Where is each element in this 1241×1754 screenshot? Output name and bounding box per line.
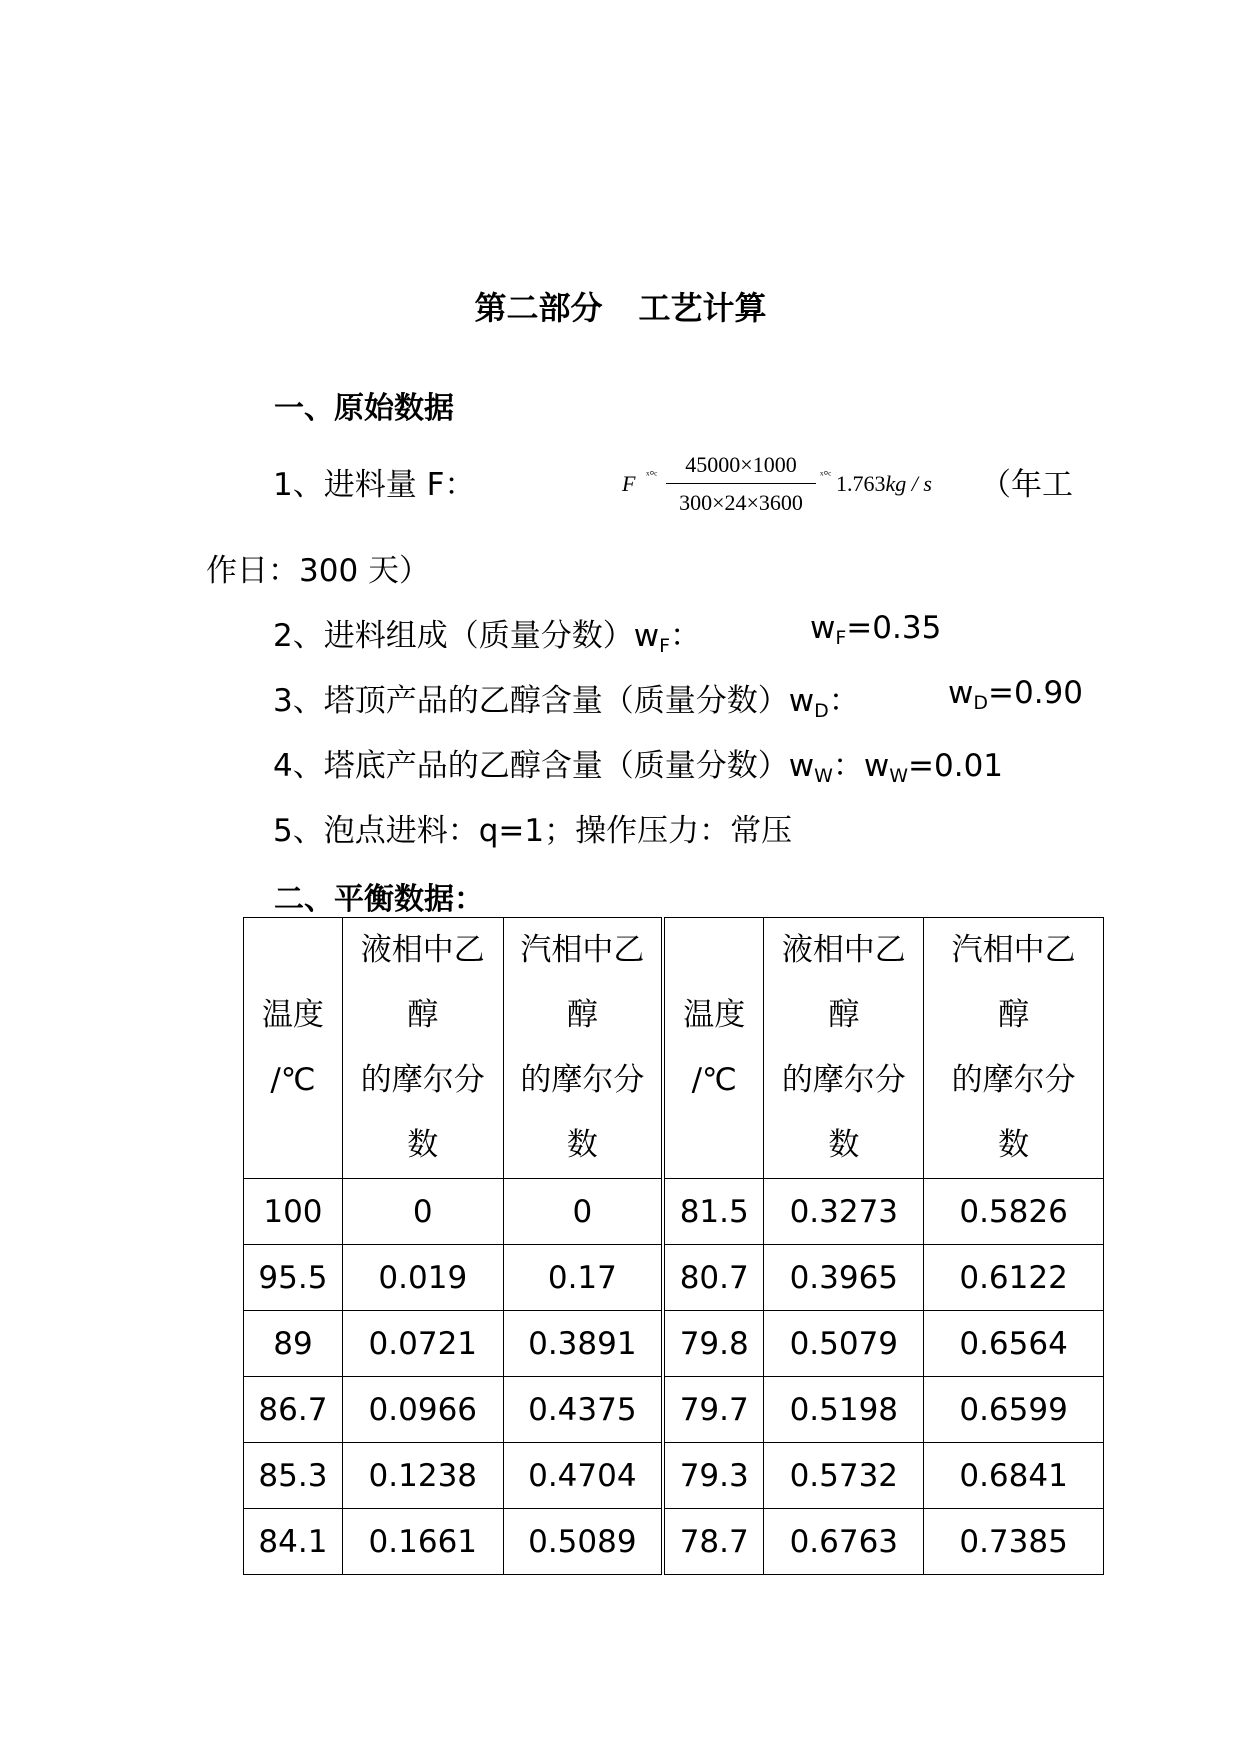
table-cell: 86.7 <box>244 1377 343 1443</box>
table-cell: 0.7385 <box>924 1509 1104 1575</box>
table-cell: 0.4375 <box>503 1377 663 1443</box>
header-text: 温度 <box>261 997 324 1033</box>
formula-denominator: 300×24×3600 <box>679 490 803 515</box>
subscript: W <box>814 765 833 787</box>
colon: ： <box>828 683 860 719</box>
table-cell: 0.6122 <box>924 1245 1104 1311</box>
table-cell: 0.3891 <box>503 1311 663 1377</box>
table-cell: 0 <box>342 1179 503 1245</box>
variable: w <box>948 675 974 711</box>
variable: w <box>863 748 890 784</box>
title-topic: 工艺计算 <box>638 289 767 327</box>
table-cell: 0.0966 <box>342 1377 503 1443</box>
formula-symbol: ˣ°ᶜ <box>820 468 832 482</box>
formula-numerator: 45000×1000 <box>666 452 816 484</box>
table-cell: 81.5 <box>663 1179 764 1245</box>
bottom-product-label: 4、塔底产品的乙醇含量（质量分数）w <box>273 748 815 784</box>
table-cell: 79.7 <box>663 1377 764 1443</box>
header-text: 数 <box>998 1127 1030 1163</box>
table-cell: 0 <box>503 1179 663 1245</box>
table-row <box>244 1245 1104 1311</box>
header-text: 的摩尔分 <box>781 1062 906 1098</box>
header-text: 的摩尔分 <box>520 1062 645 1098</box>
header-text: /℃ <box>691 1062 737 1098</box>
table-cell: 0.17 <box>503 1245 663 1311</box>
header-text: 数 <box>566 1127 598 1163</box>
formula-fraction <box>666 452 816 516</box>
header-text: 汽相中乙 <box>951 932 1076 968</box>
table-cell: 0.6564 <box>924 1311 1104 1377</box>
table-cell: 89 <box>244 1311 343 1377</box>
table-cell: 0.1238 <box>342 1443 503 1509</box>
table-row <box>244 1179 1104 1245</box>
table-header-row <box>244 918 1104 1179</box>
header-liquid-fraction <box>764 918 924 1179</box>
table-cell: 0.0721 <box>342 1311 503 1377</box>
header-text: 的摩尔分 <box>360 1062 485 1098</box>
top-product-label: 3、塔顶产品的乙醇含量（质量分数）w <box>273 683 815 719</box>
formula-symbol: ˣ°ᶜ <box>646 468 658 482</box>
bottom-product-content <box>273 740 1003 785</box>
workday-note-continued: 作日：300 天） <box>206 553 431 589</box>
table-cell: 0.6599 <box>924 1377 1104 1443</box>
header-text: 温度 <box>683 997 746 1033</box>
table-cell: 85.3 <box>244 1443 343 1509</box>
feed-composition <box>273 610 701 655</box>
top-product-content <box>273 675 860 720</box>
table-cell: 79.8 <box>663 1311 764 1377</box>
table-cell: 100 <box>244 1179 343 1245</box>
variable: w <box>810 610 836 646</box>
value: =0.90 <box>988 675 1083 711</box>
formula-lhs: F <box>622 471 636 496</box>
top-product-value <box>948 675 1083 714</box>
header-text: 的摩尔分 <box>951 1062 1076 1098</box>
colon: ： <box>832 748 864 784</box>
header-text: 汽相中乙 <box>520 932 645 968</box>
header-temperature <box>244 918 343 1179</box>
feed-composition-value <box>810 610 942 649</box>
equilibrium-table <box>243 917 1104 1575</box>
header-text: 液相中乙 <box>781 932 906 968</box>
header-text: 醇 <box>407 997 439 1033</box>
subscript: F <box>659 635 671 657</box>
table-row <box>244 1509 1104 1575</box>
table-cell: 80.7 <box>663 1245 764 1311</box>
header-temperature <box>663 918 764 1179</box>
operating-conditions: 5、泡点进料：q=1；操作压力：常压 <box>273 813 793 849</box>
formula-result <box>836 471 932 497</box>
table-cell: 0.3965 <box>764 1245 924 1311</box>
header-text: 醇 <box>828 997 860 1033</box>
subscript: D <box>973 692 988 714</box>
page-title <box>0 283 1241 329</box>
table-cell: 0.1661 <box>342 1509 503 1575</box>
table-cell: 0.019 <box>342 1245 503 1311</box>
table-cell: 0.5826 <box>924 1179 1104 1245</box>
header-liquid-fraction <box>342 918 503 1179</box>
subscript: F <box>835 627 847 649</box>
table-cell: 0.5732 <box>764 1443 924 1509</box>
table-cell: 0.4704 <box>503 1443 663 1509</box>
table-row <box>244 1377 1104 1443</box>
header-vapor-fraction <box>924 918 1104 1179</box>
section-heading-equilibrium: 二、平衡数据： <box>274 882 484 917</box>
header-vapor-fraction <box>503 918 663 1179</box>
formula-result-unit: kg / s <box>885 471 932 496</box>
table-cell: 0.5198 <box>764 1377 924 1443</box>
colon: ： <box>670 618 702 654</box>
subscript: W <box>889 765 909 787</box>
table-cell: 0.6763 <box>764 1509 924 1575</box>
value: =0.01 <box>908 748 1004 784</box>
feed-composition-label: 2、进料组成（质量分数）w <box>273 618 660 654</box>
table-row <box>244 1311 1104 1377</box>
table-cell: 0.3273 <box>764 1179 924 1245</box>
feed-rate-label: 1、进料量 F： <box>273 467 476 503</box>
section-heading-raw-data: 一、原始数据 <box>274 391 454 426</box>
value: =0.35 <box>846 610 942 646</box>
header-text: 数 <box>828 1127 860 1163</box>
header-text: 醇 <box>998 997 1030 1033</box>
table-cell: 0.5089 <box>503 1509 663 1575</box>
table-row <box>244 1443 1104 1509</box>
header-text: /℃ <box>270 1062 316 1098</box>
subscript: D <box>814 700 829 722</box>
table-cell: 0.6841 <box>924 1443 1104 1509</box>
table-cell: 84.1 <box>244 1509 343 1575</box>
table-cell: 0.5079 <box>764 1311 924 1377</box>
table-cell: 79.3 <box>663 1443 764 1509</box>
table-cell: 78.7 <box>663 1509 764 1575</box>
header-text: 液相中乙 <box>360 932 485 968</box>
workday-note: （年工 <box>980 467 1073 503</box>
formula-result-value: 1.763 <box>836 471 886 496</box>
table-cell: 95.5 <box>244 1245 343 1311</box>
title-part: 第二部分 <box>474 289 603 327</box>
header-text: 数 <box>407 1127 439 1163</box>
header-text: 醇 <box>566 997 598 1033</box>
